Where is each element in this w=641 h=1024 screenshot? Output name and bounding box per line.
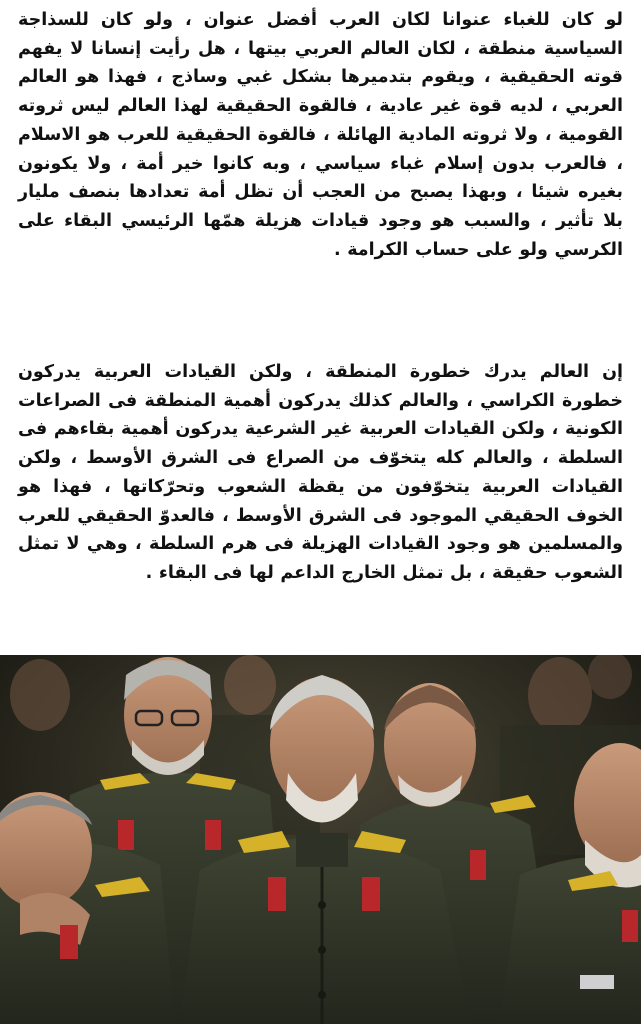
article-paragraph-2: إن العالم يدرك خطورة المنطقة ، ولكن القيادات العربية يدركون خطورة الكراسي ، والعالم كذلك يدركون أهمية المنطقة فى الصراعات الكونية ، ولكن القيادات العربية غير الشرعية يدركون أهمية بقاءهم فى السلطة ، والعالم كله يتخوّف من الصراع فى الشرق الأوسط ، ولكن القيادات العربية يتخوّفون من يقظة الشعوب وتحرّكاتها ، فهذا هو الخوف الحقيقي الموجود فى الشرق الأوسط ، فالعدوّ الحقيقي للعرب والمسلمين هو وجود القيادات الهزيلة فى هرم السلطة ، وهي لا تمثل الشعوب حقيقة ، بل تمثل الخارج الداعم لها فى البقاء . [18,362,623,583]
officers-photo [0,655,641,1024]
article-paragraph-1: لو كان للغباء عنوانا لكان العرب أفضل عنوان ، ولو كان للسذاجة السياسية منطقة ، لكان العالم العربي بيتها ، هل رأيت إنسانا لا يفهم قوته الحقيقية ، ويقوم بتدميرها بشكل غبي وساذج ، فهذا هو العالم العربي ، لديه قوة غير عادية ، فالقوة الحقيقية لهذا العالم ليس ثروته القومية ، ولا ثروته المادية الهائلة ، فالقوة الحقيقية للعرب هو الاسلام ، فالعرب بدون إسلام غباء سياسي ، وبه كانوا خير أمة ، ولا يكونون بغيره شيئا ، وبهذا يصبح من العجب أن تظل أمة تعدادها بنصف مليار بلا تأثير ، والسبب هو وجود قيادات هزيلة همّها الرئيسي البقاء على الكرسي ولو على حساب الكرامة . [18,10,623,260]
